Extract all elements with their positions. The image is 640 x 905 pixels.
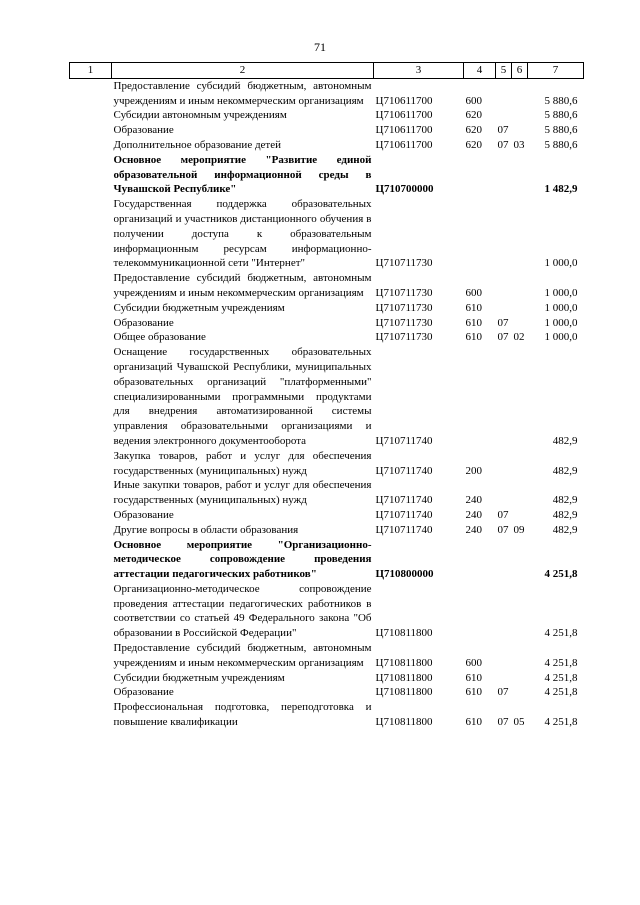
column-header: 5: [496, 63, 512, 79]
subsection-cell: [512, 123, 528, 138]
amount-cell: 482,9: [552, 494, 578, 507]
item-name-cell: Иные закупки товаров, работ и услуг для обеспечения государственных (муниципальных) нужд: [113, 479, 372, 507]
section-cell: 07: [497, 138, 509, 151]
section-cell: 07: [497, 316, 509, 329]
target-code-cell: Ц710711740: [375, 434, 433, 447]
row-number-cell: [70, 449, 112, 479]
item-name-cell: Предоставление субсидий бюджетным, автономным учреждениям и иным некоммерческим организациям: [113, 272, 372, 299]
row-number-cell: [70, 508, 112, 523]
expense-type-cell: 620: [465, 124, 482, 137]
target-code-cell: Ц710811800: [375, 716, 433, 729]
target-code-cell: Ц710811800: [375, 686, 433, 699]
amount-cell: 5 880,6: [544, 138, 578, 151]
table-row: [70, 138, 584, 153]
expense-type-cell: 240: [465, 523, 482, 536]
column-header: 6: [512, 63, 528, 79]
expense-type-cell: 620: [465, 109, 482, 122]
item-name-cell: Субсидии бюджетным учреждениям: [113, 301, 285, 314]
target-code-cell: Ц710611700: [375, 94, 433, 107]
section-cell: [496, 153, 512, 197]
header-row: [70, 63, 584, 79]
section-cell: 07: [497, 716, 509, 729]
item-name-cell: Субсидии автономным учреждениям: [113, 109, 287, 122]
table-row: [70, 449, 584, 479]
item-name-cell: Субсидии бюджетным учреждениям: [113, 671, 285, 684]
row-number-cell: [70, 671, 112, 686]
item-name-cell: Общее образование: [113, 331, 206, 344]
table-row: [70, 671, 584, 686]
expense-type-cell: 610: [465, 671, 482, 684]
section-cell: [496, 478, 512, 508]
table-row: [70, 271, 584, 301]
subsection-cell: 05: [513, 716, 525, 729]
column-header: 3: [374, 63, 464, 79]
column-header: 7: [528, 63, 584, 79]
row-number-cell: [70, 271, 112, 301]
expense-type-cell: [464, 538, 496, 582]
subsection-cell: 09: [513, 523, 525, 536]
row-number-cell: [70, 108, 112, 123]
section-cell: [496, 197, 512, 271]
section-cell: 07: [497, 124, 509, 137]
item-name-cell: Предоставление субсидий бюджетным, автономным учреждениям и иным некоммерческим организациям: [113, 79, 372, 107]
target-code-cell: Ц710711740: [375, 494, 433, 507]
budget-table: [69, 62, 584, 730]
item-name-cell: Закупка товаров, работ и услуг для обеспечения государственных (муниципальных) нужд: [113, 449, 372, 477]
table-row: [70, 301, 584, 316]
expense-type-cell: 600: [465, 94, 482, 107]
subsection-cell: 03: [513, 138, 525, 151]
table-row: [70, 538, 584, 582]
target-code-cell: Ц710811800: [375, 627, 433, 640]
table-row: [70, 523, 584, 538]
subsection-cell: [512, 153, 528, 197]
target-code-cell: Ц710711730: [375, 331, 433, 344]
amount-cell: 482,9: [552, 508, 578, 521]
row-number-cell: [70, 700, 112, 730]
section-cell: [496, 582, 512, 641]
subsection-cell: [512, 478, 528, 508]
target-code-cell: Ц710700000: [375, 183, 434, 196]
subsection-cell: [512, 538, 528, 582]
amount-cell: 482,9: [552, 523, 578, 536]
item-name-cell: Образование: [113, 508, 174, 521]
row-number-cell: [70, 316, 112, 331]
amount-cell: 1 000,0: [544, 257, 578, 270]
item-name-cell: Основное мероприятие "Организационно-методическое сопровождение проведения аттестации педагогических работников": [113, 538, 372, 581]
amount-cell: 5 880,6: [544, 109, 578, 122]
table-row: [70, 345, 584, 449]
target-code-cell: Ц710711740: [375, 464, 433, 477]
table-row: [70, 641, 584, 671]
target-code-cell: Ц710711730: [375, 257, 433, 270]
section-cell: [496, 345, 512, 449]
table-row: [70, 330, 584, 345]
subsection-cell: 02: [513, 331, 525, 344]
subsection-cell: [512, 345, 528, 449]
target-code-cell: Ц710800000: [375, 568, 434, 581]
section-cell: 07: [497, 523, 509, 536]
amount-cell: 482,9: [552, 464, 578, 477]
row-number-cell: [70, 685, 112, 700]
expense-type-cell: 620: [465, 138, 482, 151]
target-code-cell: Ц710711730: [375, 316, 433, 329]
section-cell: [496, 641, 512, 671]
amount-cell: 1 000,0: [544, 331, 578, 344]
row-number-cell: [70, 330, 112, 345]
subsection-cell: [512, 671, 528, 686]
table-row: [70, 700, 584, 730]
subsection-cell: [512, 641, 528, 671]
section-cell: 07: [497, 686, 509, 699]
target-code-cell: Ц710711730: [375, 286, 433, 299]
row-number-cell: [70, 538, 112, 582]
section-cell: [496, 538, 512, 582]
expense-type-cell: 610: [465, 686, 482, 699]
amount-cell: 5 880,6: [544, 94, 578, 107]
item-name-cell: Дополнительное образование детей: [113, 138, 282, 151]
table-row: [70, 508, 584, 523]
target-code-cell: Ц710611700: [375, 138, 433, 151]
target-code-cell: Ц710711740: [375, 508, 433, 521]
expense-type-cell: 200: [465, 464, 482, 477]
item-name-cell: Образование: [113, 316, 174, 329]
section-cell: [496, 301, 512, 316]
section-cell: 07: [497, 508, 509, 521]
target-code-cell: Ц710611700: [375, 109, 433, 122]
table-row: [70, 197, 584, 271]
expense-type-cell: 600: [465, 656, 482, 669]
expense-type-cell: [464, 345, 496, 449]
subsection-cell: [512, 316, 528, 331]
item-name-cell: Государственная поддержка образовательных организаций и участников дистанционного обучения в получении доступа к образовательным информационным ресурсам информационно-телекоммуникационной сети "Интернет": [113, 198, 372, 270]
section-cell: [496, 671, 512, 686]
subsection-cell: [512, 78, 528, 108]
target-code-cell: Ц710811800: [375, 656, 433, 669]
subsection-cell: [512, 301, 528, 316]
target-code-cell: Ц710611700: [375, 124, 433, 137]
item-name-cell: Другие вопросы в области образования: [113, 523, 299, 536]
item-name-cell: Образование: [113, 124, 174, 137]
row-number-cell: [70, 197, 112, 271]
row-number-cell: [70, 123, 112, 138]
section-cell: [496, 449, 512, 479]
expense-type-cell: 610: [465, 716, 482, 729]
row-number-cell: [70, 345, 112, 449]
expense-type-cell: 240: [465, 508, 482, 521]
row-number-cell: [70, 523, 112, 538]
column-header: 2: [112, 63, 374, 79]
expense-type-cell: [464, 582, 496, 641]
item-name-cell: Образование: [113, 686, 174, 699]
table-row: [70, 582, 584, 641]
row-number-cell: [70, 138, 112, 153]
row-number-cell: [70, 641, 112, 671]
item-name-cell: Организационно-методическое сопровождение проведения аттестации педагогических работников в соответствии со статьей 49 Федерального закона "Об образовании в Российской Федерации": [113, 582, 372, 640]
amount-cell: 4 251,8: [544, 716, 578, 729]
amount-cell: 1 482,9: [544, 183, 578, 196]
amount-cell: 1 000,0: [544, 301, 578, 314]
expense-type-cell: 600: [465, 286, 482, 299]
amount-cell: 1 000,0: [544, 286, 578, 299]
subsection-cell: [512, 197, 528, 271]
item-name-cell: Предоставление субсидий бюджетным, автономным учреждениям и иным некоммерческим организациям: [113, 642, 372, 669]
amount-cell: 1 000,0: [544, 316, 578, 329]
table-row: [70, 123, 584, 138]
column-header: 1: [70, 63, 112, 79]
table-row: [70, 78, 584, 108]
page-number: 71: [314, 40, 326, 54]
row-number-cell: [70, 78, 112, 108]
section-cell: 07: [497, 331, 509, 344]
amount-cell: 4 251,8: [544, 627, 578, 640]
amount-cell: 5 880,6: [544, 124, 578, 137]
expense-type-cell: [464, 197, 496, 271]
table-row: [70, 685, 584, 700]
subsection-cell: [512, 508, 528, 523]
expense-type-cell: 610: [465, 301, 482, 314]
item-name-cell: Профессиональная подготовка, переподготовка и повышение квалификации: [113, 701, 372, 729]
row-number-cell: [70, 153, 112, 197]
item-name-cell: Основное мероприятие "Развитие единой образовательной информационной среды в Чувашской Республике": [113, 153, 372, 196]
amount-cell: 482,9: [552, 434, 578, 447]
expense-type-cell: 610: [465, 316, 482, 329]
subsection-cell: [512, 582, 528, 641]
amount-cell: 4 251,8: [544, 568, 578, 581]
section-cell: [496, 271, 512, 301]
table-row: [70, 108, 584, 123]
amount-cell: 4 251,8: [544, 656, 578, 669]
row-number-cell: [70, 301, 112, 316]
expense-type-cell: 240: [465, 494, 482, 507]
expense-type-cell: [464, 153, 496, 197]
subsection-cell: [512, 108, 528, 123]
column-header: 4: [464, 63, 496, 79]
target-code-cell: Ц710711730: [375, 301, 433, 314]
table-row: [70, 316, 584, 331]
table-row: [70, 153, 584, 197]
section-cell: [496, 78, 512, 108]
row-number-cell: [70, 478, 112, 508]
amount-cell: 4 251,8: [544, 686, 578, 699]
section-cell: [496, 108, 512, 123]
subsection-cell: [512, 271, 528, 301]
target-code-cell: Ц710811800: [375, 671, 433, 684]
amount-cell: 4 251,8: [544, 671, 578, 684]
table-row: [70, 478, 584, 508]
expense-type-cell: 610: [465, 331, 482, 344]
subsection-cell: [512, 685, 528, 700]
target-code-cell: Ц710711740: [375, 523, 433, 536]
row-number-cell: [70, 582, 112, 641]
item-name-cell: Оснащение государственных образовательных организаций Чувашской Республики, муниципальных образовательных организаций "платформенными" специализированными программными продуктами для внедрения автоматизированной системы управления образовательными организациями и ведения электронного документооборота: [113, 346, 372, 447]
subsection-cell: [512, 449, 528, 479]
